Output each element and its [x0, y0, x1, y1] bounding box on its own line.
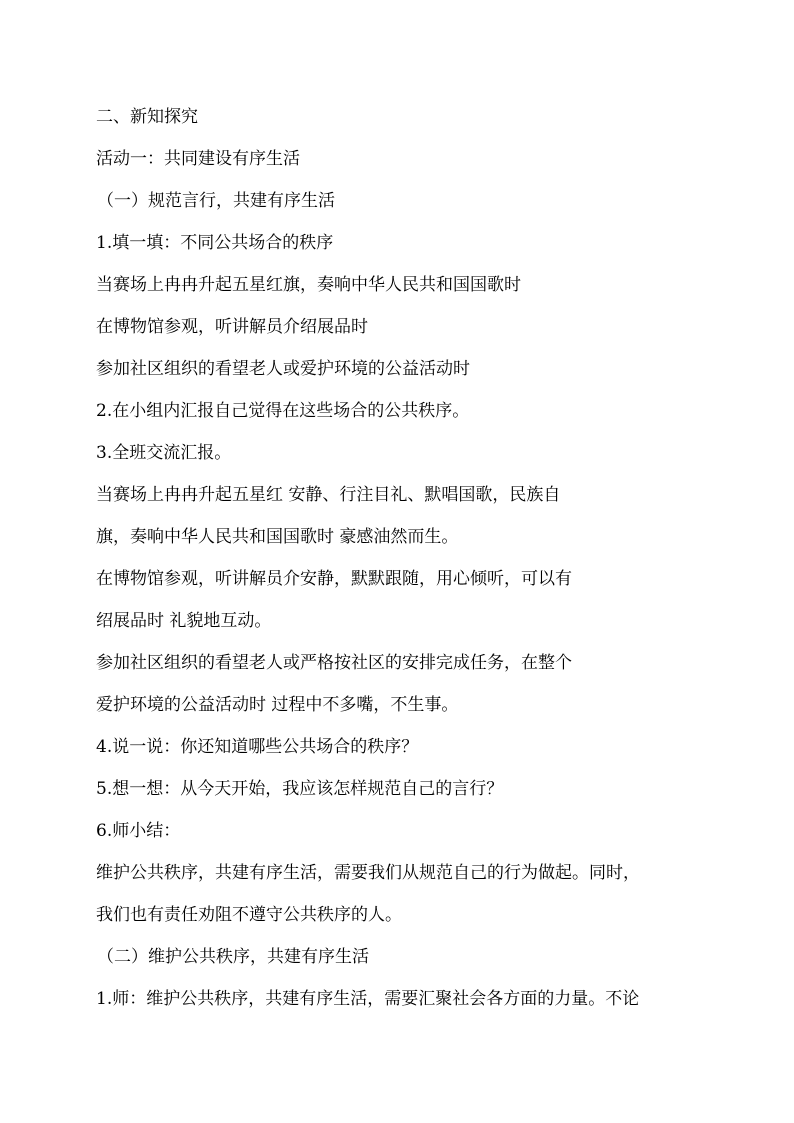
task-item: 1.填一填：不同公共场合的秩序: [96, 233, 334, 253]
paragraph-line: 在博物馆参观，听讲解员介绍展品时: [96, 317, 368, 337]
paragraph-line: 当赛场上冉冉升起五星红 安静、行注目礼、默唱国歌，民族自: [96, 485, 561, 505]
section-heading: 二、新知探究: [96, 107, 198, 127]
task-item: 6.师小结：: [96, 821, 181, 841]
task-item: 4.说一说：你还知道哪些公共场合的秩序？: [96, 737, 419, 757]
activity-heading: 活动一：共同建设有序生活: [96, 149, 300, 169]
task-item: 1.师：维护公共秩序，共建有序生活，需要汇聚社会各方面的力量。不论: [96, 989, 640, 1009]
task-item: 5.想一想：从今天开始，我应该怎样规范自己的言行？: [96, 779, 504, 799]
paragraph-line: 当赛场上冉冉升起五星红旗，奏响中华人民共和国国歌时: [96, 275, 521, 295]
paragraph-line: 维护公共秩序，共建有序生活，需要我们从规范自己的行为做起。同时，: [96, 863, 640, 883]
paragraph-line: 爱护环境的公益活动时 过程中不多嘴，不生事。: [96, 695, 459, 715]
subsection-heading: （二）维护公共秩序，共建有序生活: [97, 947, 369, 967]
task-item: 3.全班交流汇报。: [96, 443, 232, 463]
subsection-heading: （一）规范言行，共建有序生活: [97, 191, 335, 211]
paragraph-line: 旗，奏响中华人民共和国国歌时 豪感油然而生。: [96, 527, 459, 547]
paragraph-line: 绍展品时 礼貌地互动。: [96, 611, 272, 631]
paragraph-line: 在博物馆参观，听讲解员介安静，默默跟随，用心倾听，可以有: [96, 569, 572, 589]
task-item: 2.在小组内汇报自己觉得在这些场合的公共秩序。: [96, 401, 470, 421]
paragraph-line: 我们也有责任劝阻不遵守公共秩序的人。: [96, 905, 402, 925]
paragraph-line: 参加社区组织的看望老人或严格按社区的安排完成任务，在整个: [96, 653, 572, 673]
paragraph-line: 参加社区组织的看望老人或爱护环境的公益活动时: [96, 359, 470, 379]
